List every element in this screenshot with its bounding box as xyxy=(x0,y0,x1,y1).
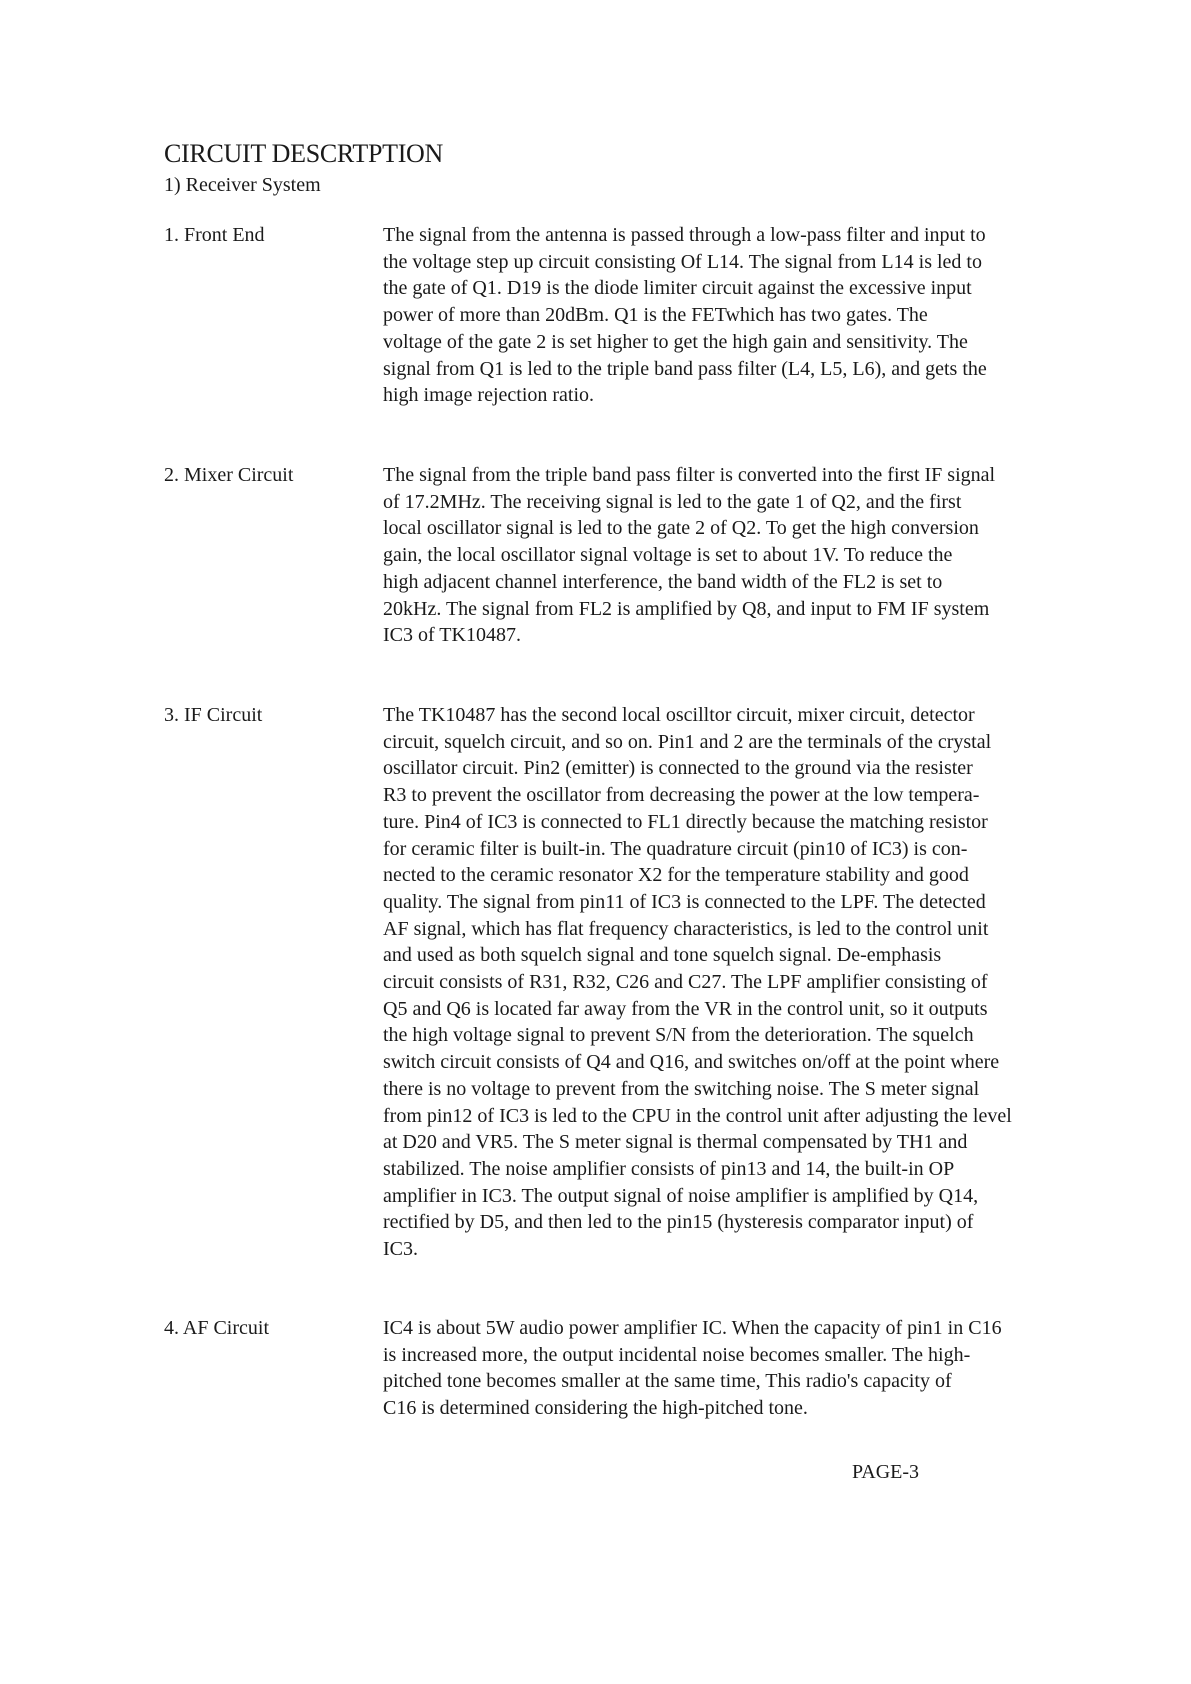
page-title: CIRCUIT DESCRTPTION xyxy=(164,139,444,168)
body-line: circuit consists of R31, R32, C26 and C27. The LPF amplifier consisting of xyxy=(383,971,988,994)
body-line: The signal from the antenna is passed through a low-pass filter and input to xyxy=(383,224,986,246)
body-line: switch circuit consists of Q4 and Q16, and switches on/off at the point where xyxy=(383,1051,1000,1074)
body-line: voltage of the gate 2 is set higher to get the high gain and sensitivity. The xyxy=(383,330,968,353)
body-line: there is no voltage to prevent from the switching noise. The S meter signal xyxy=(383,1077,980,1100)
body-line: gain, the local oscillator signal voltage is set to about 1V. To reduce the xyxy=(383,544,953,567)
body-line: of 17.2MHz. The receiving signal is led to the gate 1 of Q2, and the first xyxy=(383,490,962,513)
section-label: 2. Mixer Circuit xyxy=(164,464,294,486)
body-line: from pin12 of IC3 is led to the CPU in the control unit after adjusting the level xyxy=(383,1104,1012,1127)
section-label: 4. AF Circuit xyxy=(164,1317,270,1339)
body-line: Q5 and Q6 is located far away from the VR in the control unit, so it outputs xyxy=(383,997,988,1020)
body-line: pitched tone becomes smaller at the same time, This radio's capacity of xyxy=(383,1370,952,1393)
body-line: IC4 is about 5W audio power amplifier IC. When the capacity of pin1 in C16 xyxy=(383,1317,1002,1339)
body-line: the voltage step up circuit consisting Of L14. The signal from L14 is led to xyxy=(383,250,982,273)
body-line: is increased more, the output incidental noise becomes smaller. The high- xyxy=(383,1343,971,1366)
body-line: and used as both squelch signal and tone squelch signal. De-emphasis xyxy=(383,944,942,967)
body-line: high adjacent channel interference, the band width of the FL2 is set to xyxy=(383,570,943,593)
body-line: local oscillator signal is led to the gate 2 of Q2. To get the high conversion xyxy=(383,517,979,540)
section-subtitle: 1) Receiver System xyxy=(164,174,321,196)
body-line: high image rejection ratio. xyxy=(383,384,595,407)
body-line: the gate of Q1. D19 is the diode limiter circuit against the excessive input xyxy=(383,277,972,300)
body-line: C16 is determined considering the high-pitched tone. xyxy=(383,1397,808,1420)
body-line: amplifier in IC3. The output signal of noise amplifier is amplified by Q14, xyxy=(383,1184,979,1207)
body-line: AF signal, which has flat frequency characteristics, is led to the control unit xyxy=(383,917,989,940)
body-line: quality. The signal from pin11 of IC3 is connected to the LPF. The detected xyxy=(383,890,986,913)
section-body xyxy=(383,1315,1053,1422)
section-label: 1. Front End xyxy=(164,224,265,246)
section-label: 3. IF Circuit xyxy=(164,704,263,726)
body-line: The TK10487 has the second local oscilltor circuit, mixer circuit, detector xyxy=(383,704,975,726)
section-body xyxy=(383,702,1053,1263)
body-line: the high voltage signal to prevent S/N from the deterioration. The squelch xyxy=(383,1024,974,1047)
body-line: nected to the ceramic resonator X2 for the temperature stability and good xyxy=(383,864,969,887)
body-line: circuit, squelch circuit, and so on. Pin1 and 2 are the terminals of the crystal xyxy=(383,730,992,753)
body-line: The signal from the triple band pass filter is converted into the first IF signal xyxy=(383,464,996,486)
body-line: at D20 and VR5. The S meter signal is thermal compensated by TH1 and xyxy=(383,1131,968,1154)
body-line: ture. Pin4 of IC3 is connected to FL1 directly because the matching resistor xyxy=(383,810,988,833)
body-line: 20kHz. The signal from FL2 is amplified by Q8, and input to FM IF system xyxy=(383,597,990,620)
section-body xyxy=(383,222,1053,409)
page-number: PAGE-3 xyxy=(852,1461,920,1483)
body-line: IC3 of TK10487. xyxy=(383,624,521,647)
body-line: for ceramic filter is built-in. The quadrature circuit (pin10 of IC3) is con- xyxy=(383,837,968,860)
section-body xyxy=(383,462,1053,649)
body-line: power of more than 20dBm. Q1 is the FETwhich has two gates. The xyxy=(383,304,928,327)
body-line: oscillator circuit. Pin2 (emitter) is connected to the ground via the resister xyxy=(383,757,973,780)
body-line: rectified by D5, and then led to the pin15 (hysteresis comparator input) of xyxy=(383,1211,974,1234)
body-line: IC3. xyxy=(383,1238,418,1261)
body-line: R3 to prevent the oscillator from decreasing the power at the low tempera- xyxy=(383,784,980,807)
body-line: stabilized. The noise amplifier consists of pin13 and 14, the built-in OP xyxy=(383,1157,955,1180)
body-line: signal from Q1 is led to the triple band pass filter (L4, L5, L6), and gets the xyxy=(383,357,987,380)
